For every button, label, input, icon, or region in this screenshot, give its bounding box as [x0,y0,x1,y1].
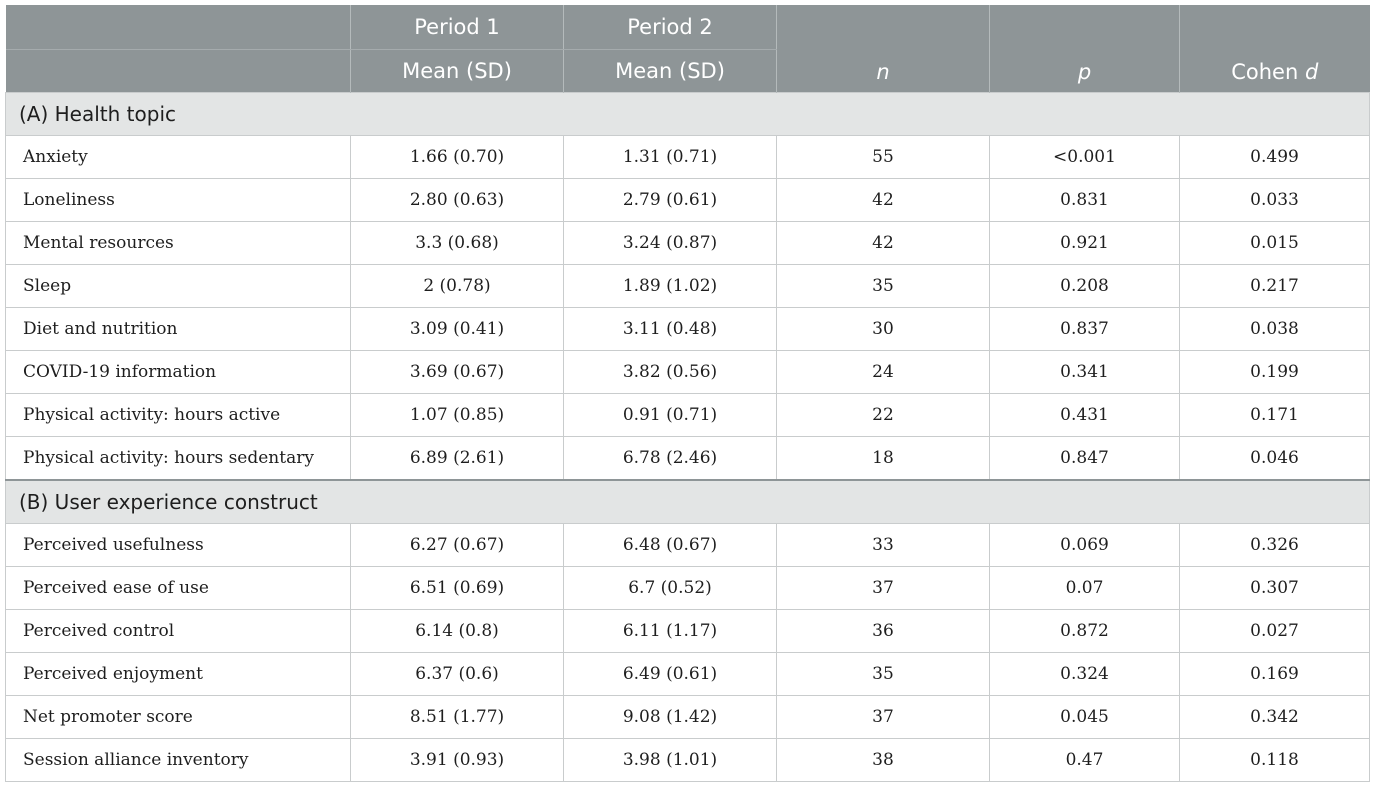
table-row [6,739,1370,782]
n-value: 36 [777,610,990,653]
period2-value: 3.98 (1.01) [564,739,777,782]
row-label: Sleep [6,265,351,308]
period2-value: 6.7 (0.52) [564,567,777,610]
n-value: 42 [777,179,990,222]
n-value: 35 [777,265,990,308]
period2-value: 2.79 (0.61) [564,179,777,222]
cohen-d-value: 0.169 [1180,653,1370,696]
table-row [6,437,1370,481]
row-label: Perceived control [6,610,351,653]
n-value: 35 [777,653,990,696]
p-value: 0.045 [990,696,1180,739]
table-row [6,524,1370,567]
table-body [6,93,1370,782]
n-value: 30 [777,308,990,351]
period2-value: 1.31 (0.71) [564,136,777,179]
cohen-d-value: 0.038 [1180,308,1370,351]
cohen-d-value: 0.342 [1180,696,1370,739]
section-title: (B) User experience construct [6,480,1370,524]
period1-value: 3.69 (0.67) [351,351,564,394]
header-blank-cell [6,5,351,50]
cohen-d-value: 0.499 [1180,136,1370,179]
section-title: (A) Health topic [6,93,1370,136]
row-label: Loneliness [6,179,351,222]
p-value: 0.837 [990,308,1180,351]
row-label: Physical activity: hours active [6,394,351,437]
row-label: Perceived ease of use [6,567,351,610]
period2-value: 0.91 (0.71) [564,394,777,437]
table-row [6,653,1370,696]
n-value: 42 [777,222,990,265]
cohen-d-value: 0.307 [1180,567,1370,610]
row-label: Mental resources [6,222,351,265]
row-label: Diet and nutrition [6,308,351,351]
row-label: Perceived usefulness [6,524,351,567]
table-row [6,222,1370,265]
n-value: 38 [777,739,990,782]
period2-value: 6.48 (0.67) [564,524,777,567]
results-table [5,5,1370,782]
table-row [6,610,1370,653]
row-label: Anxiety [6,136,351,179]
p-value: 0.208 [990,265,1180,308]
header-n [777,5,990,93]
period2-value: 6.49 (0.61) [564,653,777,696]
period2-value: 3.11 (0.48) [564,308,777,351]
table-row [6,308,1370,351]
cohen-d-value: 0.046 [1180,437,1370,481]
period2-value: 3.24 (0.87) [564,222,777,265]
table-header [6,5,1370,93]
p-value: 0.069 [990,524,1180,567]
table-row [6,696,1370,739]
p-value: 0.847 [990,437,1180,481]
cohen-d-value: 0.015 [1180,222,1370,265]
period1-value: 6.51 (0.69) [351,567,564,610]
n-value: 22 [777,394,990,437]
period1-value: 6.27 (0.67) [351,524,564,567]
header-blank-cell-2 [6,50,351,93]
section-header-row [6,93,1370,136]
header-period2-bottom: Mean (SD) [564,50,777,93]
period1-value: 3.91 (0.93) [351,739,564,782]
table-row [6,179,1370,222]
row-label: Session alliance inventory [6,739,351,782]
period2-value: 1.89 (1.02) [564,265,777,308]
cohen-d-value: 0.118 [1180,739,1370,782]
row-label: Physical activity: hours sedentary [6,437,351,481]
period1-value: 1.66 (0.70) [351,136,564,179]
period1-value: 6.89 (2.61) [351,437,564,481]
header-cohen-d-letter: d [1304,60,1319,84]
period1-value: 3.3 (0.68) [351,222,564,265]
p-value: 0.921 [990,222,1180,265]
header-p-label: p [1077,60,1092,84]
p-value: 0.07 [990,567,1180,610]
p-value: 0.324 [990,653,1180,696]
cohen-d-value: 0.217 [1180,265,1370,308]
cohen-d-value: 0.326 [1180,524,1370,567]
n-value: 37 [777,567,990,610]
period2-value: 6.78 (2.46) [564,437,777,481]
period1-value: 2 (0.78) [351,265,564,308]
table-row [6,567,1370,610]
period1-value: 6.37 (0.6) [351,653,564,696]
period1-value: 3.09 (0.41) [351,308,564,351]
section-header-row [6,480,1370,524]
header-period1-top: Period 1 [351,5,564,50]
n-value: 24 [777,351,990,394]
table-row [6,265,1370,308]
period1-value: 2.80 (0.63) [351,179,564,222]
header-period2-top: Period 2 [564,5,777,50]
cohen-d-value: 0.199 [1180,351,1370,394]
header-period1-bottom: Mean (SD) [351,50,564,93]
period1-value: 6.14 (0.8) [351,610,564,653]
table-row [6,351,1370,394]
header-cohen-d [1180,5,1370,93]
n-value: 18 [777,437,990,481]
period2-value: 9.08 (1.42) [564,696,777,739]
row-label: COVID-19 information [6,351,351,394]
row-label: Perceived enjoyment [6,653,351,696]
cohen-d-value: 0.171 [1180,394,1370,437]
period2-value: 6.11 (1.17) [564,610,777,653]
p-value: 0.872 [990,610,1180,653]
period1-value: 1.07 (0.85) [351,394,564,437]
period1-value: 8.51 (1.77) [351,696,564,739]
p-value: 0.431 [990,394,1180,437]
cohen-d-value: 0.033 [1180,179,1370,222]
period2-value: 3.82 (0.56) [564,351,777,394]
header-p [990,5,1180,93]
table-row [6,394,1370,437]
p-value: <0.001 [990,136,1180,179]
p-value: 0.341 [990,351,1180,394]
p-value: 0.47 [990,739,1180,782]
cohen-d-value: 0.027 [1180,610,1370,653]
p-value: 0.831 [990,179,1180,222]
n-value: 37 [777,696,990,739]
header-cohen-prefix: Cohen [1231,60,1305,84]
n-value: 33 [777,524,990,567]
table-row [6,136,1370,179]
row-label: Net promoter score [6,696,351,739]
n-value: 55 [777,136,990,179]
header-n-label: n [876,60,890,84]
